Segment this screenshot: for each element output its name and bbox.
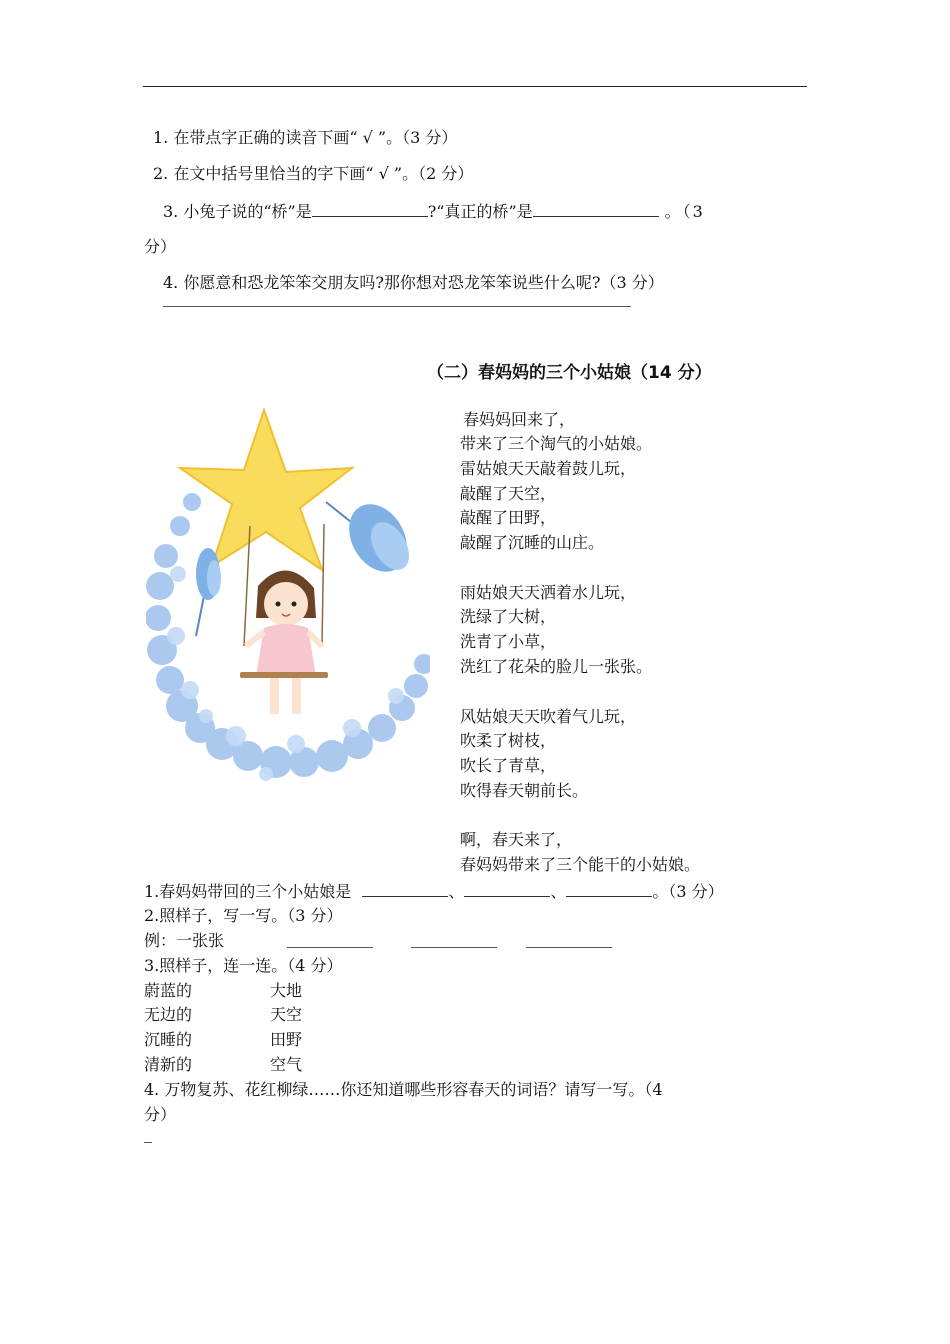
answer-blank[interactable]: [533, 201, 659, 217]
poem-line: 雷姑娘天天敲着鼓儿玩，: [460, 459, 637, 478]
s2-question-1-end: 。（3 分）: [652, 882, 724, 901]
poem-line: 吹柔了树枝，: [460, 731, 557, 750]
swing-seat: [240, 672, 328, 678]
answer-blank[interactable]: [566, 881, 652, 897]
match-left-item[interactable]: 蔚蓝的: [144, 981, 193, 1000]
match-left-item[interactable]: 沉睡的: [144, 1030, 193, 1049]
match-left-item[interactable]: 清新的: [144, 1055, 193, 1074]
poem-line: 春妈妈带来了三个能干的小姑娘。: [460, 855, 701, 874]
match-right-item[interactable]: 天空: [270, 1005, 303, 1024]
separator: 、: [448, 882, 465, 901]
s2-question-3: 3.照样子，连一连。（4 分）: [144, 956, 343, 975]
answer-blank[interactable]: [362, 881, 448, 897]
answer-line[interactable]: [144, 1142, 152, 1143]
answer-blank[interactable]: [464, 881, 550, 897]
match-right-item[interactable]: 空气: [270, 1055, 303, 1074]
girl-on-star-swing-illustration: [146, 406, 430, 784]
question-3-part-a: 3. 小兔子说的“桥”是: [163, 202, 312, 221]
poem-line: 敲醒了田野，: [460, 508, 557, 527]
match-right-item[interactable]: 大地: [270, 981, 303, 1000]
question-2: 2. 在文中括号里恰当的字下画“ √ ”。（2 分）: [153, 164, 474, 183]
poem-line: 敲醒了天空，: [460, 484, 557, 503]
answer-line[interactable]: [411, 947, 497, 948]
poem-line: 风姑娘天天吹着气儿玩，: [460, 707, 637, 726]
poem-line: 洗青了小草，: [460, 632, 557, 651]
poem-line: 雨姑娘天天洒着水儿玩，: [460, 583, 637, 602]
question-3: [163, 201, 705, 222]
question-3-part-c: 。（3: [664, 202, 705, 221]
answer-blank[interactable]: [312, 201, 428, 217]
match-left-item[interactable]: 无边的: [144, 1005, 193, 1024]
question-1: 1. 在带点字正确的读音下画“ √ ”。（3 分）: [153, 128, 458, 147]
poem-line: 洗红了花朵的脸儿一张张。: [460, 657, 653, 676]
answer-line[interactable]: [526, 947, 612, 948]
match-right-item[interactable]: 田野: [270, 1030, 303, 1049]
poem-line: 洗绿了大树，: [460, 607, 557, 626]
s2-question-4: 4. 万物复苏、花红柳绿……你还知道哪些形容春天的词语？请写一写。（4: [144, 1080, 663, 1099]
answer-line[interactable]: [287, 947, 373, 948]
poem-line: 啊，春天来了，: [460, 830, 573, 849]
section-title: （二）春妈妈的三个小姑娘（14 分）: [427, 363, 712, 383]
s2-question-2: 2.照样子，写一写。（3 分）: [144, 906, 343, 925]
answer-line[interactable]: [163, 306, 631, 307]
s2-question-2-example: 例：一张张: [144, 931, 225, 950]
s2-question-1-text: 1.春妈妈带回的三个小姑娘是: [144, 882, 352, 901]
s2-question-1: [144, 881, 724, 902]
question-3-continued: 分）: [144, 237, 177, 256]
question-4: 4. 你愿意和恐龙笨笨交朋友吗?那你想对恐龙笨笨说些什么呢?（3 分）: [163, 273, 664, 292]
poem-line: 带来了三个淘气的小姑娘。: [460, 434, 653, 453]
s2-question-4-continued: 分）: [144, 1105, 177, 1124]
poem-line: 敲醒了沉睡的山庄。: [460, 533, 605, 552]
separator: 、: [550, 882, 567, 901]
header-rule: [143, 86, 807, 87]
poem-line: 吹得春天朝前长。: [460, 781, 589, 800]
poem-line: 春妈妈回来了，: [463, 410, 576, 429]
question-3-part-b: ?“真正的桥”是: [427, 202, 533, 221]
poem-line: 吹长了青草，: [460, 756, 557, 775]
